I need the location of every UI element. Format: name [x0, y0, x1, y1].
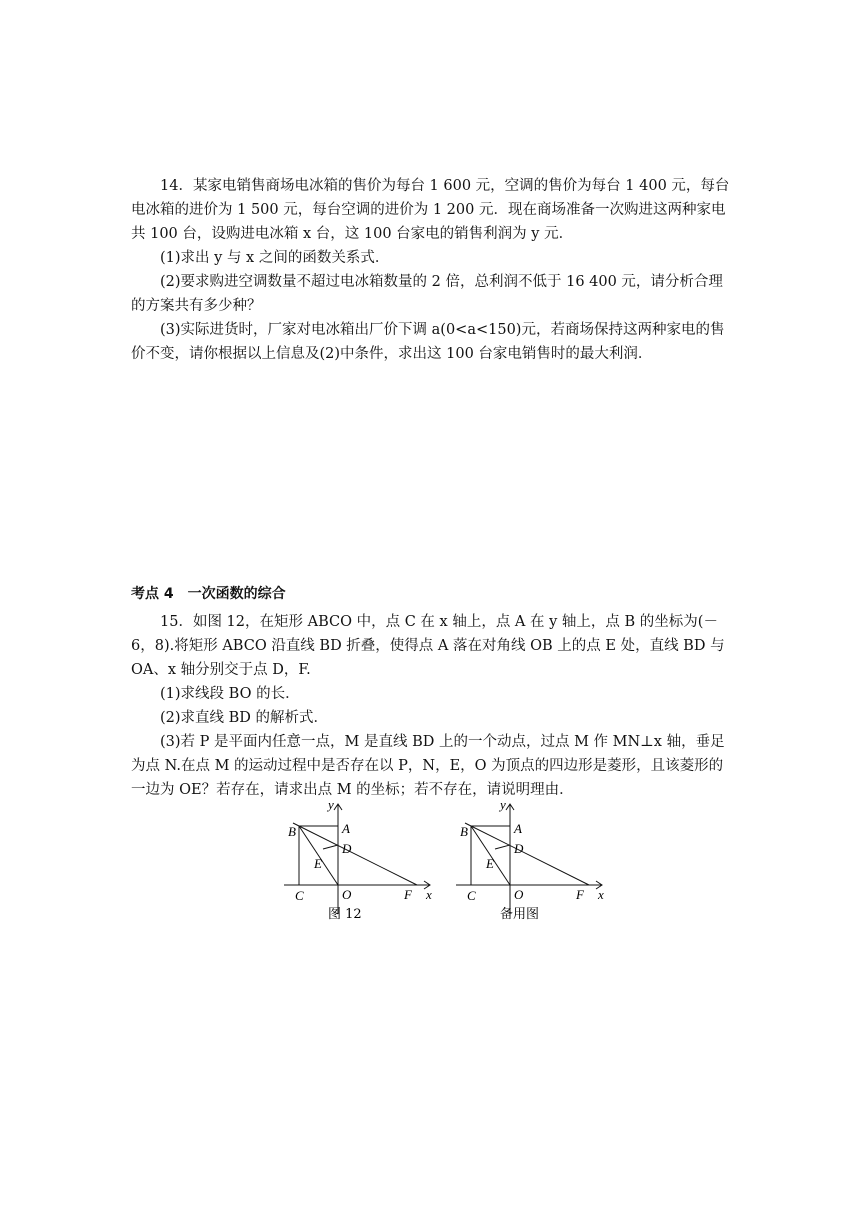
fig12-label-f: F — [404, 887, 412, 902]
backup-caption: 备用图 — [500, 907, 540, 922]
q15-part1: (1)求线段 BO 的长． — [160, 686, 300, 702]
q15-part3: (3)若 P 是平面内任意一点，M 是直线 BD 上的一个动点，过点 M 作 MN⊥x 轴，垂足为点 N.在点 M 的运动过程中是否存在以 P，N，E，O 为顶点的四边形是菱形，且该菱形的一边为 OE？若存在，请求出点 M 的坐标；若不存在，请说明理由． — [131, 734, 725, 798]
backup-label-x: x — [598, 887, 604, 902]
fig12-label-a: A — [342, 821, 350, 836]
backup-label-y: y — [500, 797, 506, 812]
fig12-label-o: O — [342, 887, 352, 902]
q15-part2: (2)求直线 BD 的解析式． — [160, 710, 329, 726]
figure-backup — [450, 796, 610, 924]
backup-label-b: B — [460, 824, 468, 839]
backup-label-e: E — [486, 856, 494, 871]
figure-12 — [278, 796, 438, 924]
backup-label-d: D — [514, 841, 524, 856]
fig12-label-c: C — [295, 888, 304, 903]
fig12-label-d: D — [342, 841, 352, 856]
fig12-label-e: E — [314, 856, 322, 871]
backup-label-f: F — [576, 887, 584, 902]
fig12-label-b: B — [288, 824, 296, 839]
q14-part1: (1)求出 y 与 x 之间的函数关系式． — [160, 250, 390, 266]
backup-label-a: A — [514, 821, 522, 836]
fig12-label-x: x — [426, 887, 432, 902]
fig12-label-y: y — [328, 797, 334, 812]
q15-intro: 15．如图 12，在矩形 ABCO 中，点 C 在 x 轴上，点 A 在 y 轴上，点 B 的坐标为(－6，8).将矩形 ABCO 沿直线 BD 折叠，使得点 A 落在对角线 OB 上的点 E 处，直线 BD 与 OA、x 轴分别交于点 D，F. — [131, 614, 725, 678]
section-heading: 考点 4 一次函数的综合 — [131, 586, 286, 602]
backup-label-c: C — [467, 888, 476, 903]
q14-intro: 14．某家电销售商场电冰箱的售价为每台 1 600 元，空调的售价为每台 1 400 元，每台电冰箱的进价为 1 500 元，每台空调的进价为 1 200 元．现在商场准备一次购进这两种家电共 100 台，设购进电冰箱 x 台，这 100 台家电的销售利润为 y 元． — [131, 178, 730, 242]
q14-part2: (2)要求购进空调数量不超过电冰箱数量的 2 倍，总利润不低于 16 400 元，请分析合理的方案共有多少种？ — [131, 274, 723, 314]
q14-part3: (3)实际进货时，厂家对电冰箱出厂价下调 a(0<a<150)元，若商场保持这两种家电的售价不变，请你根据以上信息及(2)中条件，求出这 100 台家电销售时的最大利润． — [131, 322, 725, 362]
fig12-caption: 图 12 — [328, 907, 362, 922]
backup-label-o: O — [514, 887, 524, 902]
